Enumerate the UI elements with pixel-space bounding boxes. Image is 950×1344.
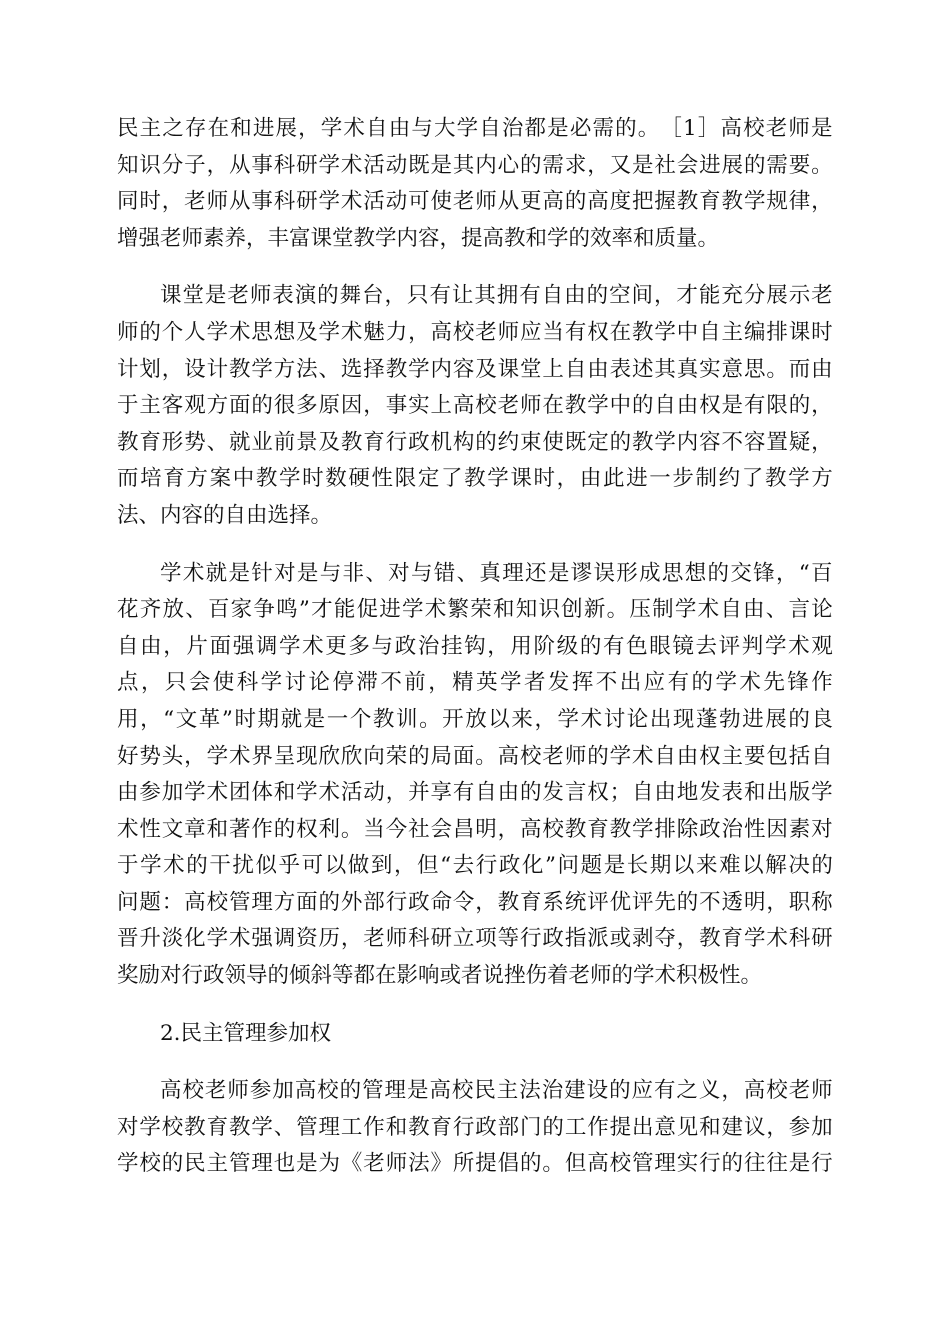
text-line: 课 堂 是 老 师 表 演 的 舞 台 ， 只 有 让 其 拥 有 自 由 的 空 间 ， 才 能 充 分 展 示 老 <box>160 283 833 309</box>
paragraph-2 <box>117 278 833 534</box>
text-line: 点 ， 只 会 使 科 学 讨 论 停 滞 不 前 ， 精 英 学 者 发 挥 不 出 应 有 的 学 术 先 锋 作 <box>117 670 833 696</box>
text-line: 用 ， “ 文 革 ” 时 期 就 是 一 个 教 训 。 开 放 以 来 ， 学 术 讨 论 出 现 蓬 勃 进 展 的 良 <box>117 706 833 732</box>
text-line: 知 识 分 子 ， 从 事 科 研 学 术 活 动 既 是 其 内 心 的 需 求 ， 又 是 社 会 进 展 的 需 要 。 <box>117 152 833 178</box>
text-line: 法、内容的自由选择。 <box>117 502 333 528</box>
paragraph-1 <box>117 111 833 257</box>
text-line: 奖励对行政领导的倾斜等都在影响或者说挫伤着老师的学术积极性。 <box>117 963 763 989</box>
document-page <box>117 111 833 1183</box>
text-line: 于 主 客 观 方 面 的 很 多 原 因 ， 事 实 上 高 校 老 师 在 教 学 中 的 自 由 权 是 有 限 的 ， <box>117 393 833 419</box>
section-heading: 2.民主管理参加权 <box>160 1020 332 1046</box>
text-line: 晋 升 淡 化 学 术 强 调 资 历 ， 老 师 科 研 立 项 等 行 政 指 派 或 剥 夺 ， 教 育 学 术 科 研 <box>117 926 833 952</box>
text-line: 学 校 的 民 主 管 理 也 是 为 《 老 师 法 》 所 提 倡 的 。 但 高 校 管 理 实 行 的 往 往 是 行 <box>117 1151 833 1177</box>
text-line: 花 齐 放 、 百 家 争 鸣 ” 才 能 促 进 学 术 繁 荣 和 知 识 创 新 。 压 制 学 术 自 由 、 言 论 <box>117 597 833 623</box>
text-line: 于 学 术 的 干 扰 似 乎 可 以 做 到 ， 但 “ 去 行 政 化 ” 问 题 是 长 期 以 来 难 以 解 决 的 <box>117 853 833 879</box>
text-line: 学 术 就 是 针 对 是 与 非 、 对 与 错 、 真 理 还 是 谬 误 形 成 思 想 的 交 锋 ， “ 百 <box>160 560 833 586</box>
text-line: 问 题 ： 高 校 管 理 方 面 的 外 部 行 政 命 令 ， 教 育 系 统 评 优 评 先 的 不 透 明 ， 职 称 <box>117 889 833 915</box>
text-line: 教 育 形 势 、 就 业 前 景 及 教 育 行 政 机 构 的 约 束 使 既 定 的 教 学 内 容 不 容 置 疑 ， <box>117 429 833 455</box>
text-line: 计 划 ， 设 计 教 学 方 法 、 选 择 教 学 内 容 及 课 堂 上 自 由 表 述 其 真 实 意 思 。 而 由 <box>117 356 833 382</box>
text-line: 同 时 ， 老 师 从 事 科 研 学 术 活 动 可 使 老 师 从 更 高 的 高 度 把 握 教 育 教 学 规 律 ， <box>117 189 833 215</box>
text-line: 术 性 文 章 和 著 作 的 权 利 。 当 今 社 会 昌 明 ， 高 校 教 育 教 学 排 除 政 治 性 因 素 对 <box>117 816 833 842</box>
text-line: 好 势 头 ， 学 术 界 呈 现 欣 欣 向 荣 的 局 面 。 高 校 老 师 的 学 术 自 由 权 主 要 包 括 自 <box>117 743 833 769</box>
text-line: 师 的 个 人 学 术 思 想 及 学 术 魅 力 ， 高 校 老 师 应 当 有 权 在 教 学 中 自 主 编 排 课 时 <box>117 319 833 345</box>
text-line: 由 参 加 学 术 团 体 和 学 术 活 动 ， 并 享 有 自 由 的 发 言 权 ； 自 由 地 发 表 和 出 版 学 <box>117 780 833 806</box>
text-line: 自 由 ， 片 面 强 调 学 术 更 多 与 政 治 挂 钩 ， 用 阶 级 的 有 色 眼 镜 去 评 判 学 术 观 <box>117 633 833 659</box>
text-line: 增强老师素养，丰富课堂教学内容，提高教和学的效率和质量。 <box>117 225 720 251</box>
text-line: 高 校 老 师 参 加 高 校 的 管 理 是 高 校 民 主 法 治 建 设 的 应 有 之 义 ， 高 校 老 师 <box>160 1078 833 1104</box>
text-line: 对 学 校 教 育 教 学 、 管 理 工 作 和 教 育 行 政 部 门 的 工 作 提 出 意 见 和 建 议 ， 参 加 <box>117 1114 833 1140</box>
text-line: 民 主 之 存 在 和 进 展 ， 学 术 自 由 与 大 学 自 治 都 是 必 需 的 。 ［ 1 ］ 高 校 老 师 是 <box>117 116 833 141</box>
paragraph-4 <box>117 1073 833 1183</box>
text-line: 而 培 育 方 案 中 教 学 时 数 硬 性 限 定 了 教 学 课 时 ， 由 此 进 一 步 制 约 了 教 学 方 <box>117 466 833 492</box>
paragraph-3 <box>117 556 833 995</box>
